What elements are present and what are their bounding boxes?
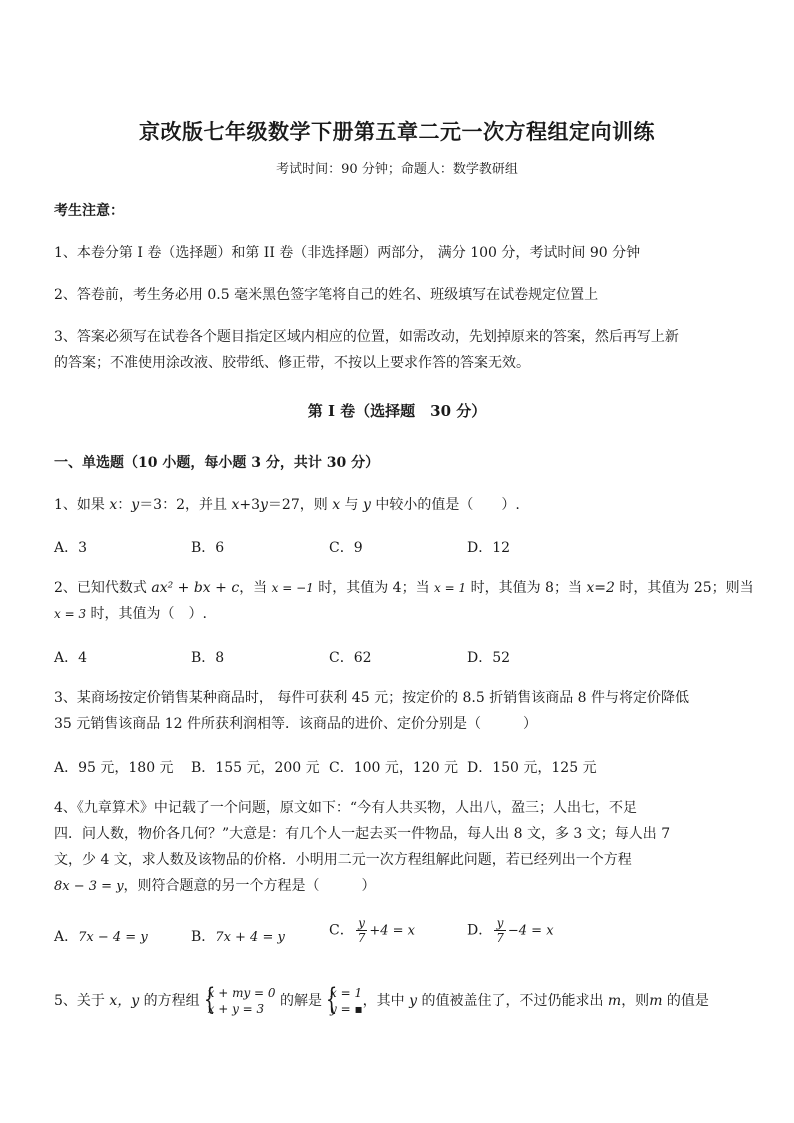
q4-option-d bbox=[467, 916, 554, 945]
section-1-title: 一、单选题（10 小题，每小题 3 分，共计 30 分） bbox=[54, 455, 380, 471]
brace-icon: { bbox=[325, 982, 338, 1017]
question-4-line-3: 文，少 4 文，求人数及该物品的价格．小明用二元一次方程组解此问题，若已经列出一个方程 bbox=[54, 852, 632, 868]
q2-expression: ax² + bx + c bbox=[151, 580, 240, 596]
q1-var: y bbox=[363, 497, 371, 513]
q3-option-b: B．155 元，200 元 bbox=[191, 760, 320, 776]
exam-title: 京改版七年级数学下册第五章二元一次方程组定向训练 bbox=[139, 119, 655, 144]
notice-item-3-line-1: 3、答案必须写在试卷各个题目指定区域内相应的位置，如需改动，先划掉原来的答案，然后再写上新 bbox=[54, 329, 679, 345]
q1-var: x bbox=[332, 497, 341, 513]
fraction-numerator: y bbox=[494, 916, 506, 931]
question-2-line-2 bbox=[54, 603, 207, 623]
q2-option-b: B．8 bbox=[191, 650, 225, 666]
q2-condition: x = 1 bbox=[434, 581, 467, 595]
q4-option-a bbox=[54, 926, 148, 946]
q4-given-equation: 8x − 3 = y bbox=[54, 879, 124, 894]
q1-option-a: A．3 bbox=[54, 540, 88, 556]
question-1 bbox=[54, 494, 520, 514]
fraction-denominator: 7 bbox=[357, 931, 366, 945]
q5-solution-1: x = 1 bbox=[330, 986, 363, 1000]
exam-subtitle: 考试时间：90 分钟；命题人：数学教研组 bbox=[276, 162, 518, 177]
q2-condition: x=2 bbox=[586, 580, 615, 596]
notice-item-2: 2、答卷前，考生务必用 0.5 毫米黑色签字笔将自己的姓名、班级填写在试卷规定位置上 bbox=[54, 287, 599, 303]
q5-equation-1: x + my = 0 bbox=[207, 986, 276, 1000]
q1-option-d: D．12 bbox=[467, 540, 511, 556]
q5-text: 的方程组 bbox=[139, 993, 200, 1009]
q1-option-c: C．9 bbox=[329, 540, 363, 556]
q1-var: x bbox=[109, 497, 118, 513]
q4-option-expression: −4 = x bbox=[507, 923, 554, 939]
question-4-line-4 bbox=[54, 875, 376, 895]
q3-option-a: A．95 元，180 元 bbox=[54, 760, 174, 776]
q4-option-expression: +4 = x bbox=[369, 923, 416, 939]
question-3-line-2: 35 元销售该商品 12 件所获利润相等．该商品的进价、定价分别是（ ） bbox=[54, 716, 537, 732]
q4-option-b bbox=[191, 926, 285, 946]
q1-var: y bbox=[260, 497, 268, 513]
q1-text: ＝27，则 bbox=[267, 497, 333, 513]
q2-option-c: C．62 bbox=[329, 650, 372, 666]
q5-var: m bbox=[607, 993, 622, 1009]
question-2-line-1 bbox=[54, 577, 754, 597]
q4-option-prefix: D． bbox=[467, 922, 493, 939]
question-3-line-1: 3、某商场按定价销售某种商品时， 每件可获利 45 元；按定价的 8.5 折销售该商品 8 件与将定价降低 bbox=[54, 690, 690, 706]
q5-var: y bbox=[409, 993, 417, 1009]
fraction-denominator: 7 bbox=[496, 931, 504, 945]
q4-option-prefix: C． bbox=[329, 922, 354, 939]
q4-option-prefix: B． bbox=[191, 929, 216, 945]
q5-text: ，其中 bbox=[362, 993, 410, 1009]
q5-text: 的解是 bbox=[275, 993, 323, 1009]
q5-solution-2: y = ▪ bbox=[330, 1002, 363, 1016]
q2-text: 时，其值为（ ）. bbox=[86, 606, 207, 622]
notice-heading: 考生注意： bbox=[54, 203, 124, 219]
q5-variables: x，y bbox=[109, 993, 140, 1009]
notice-item-1: 1、本卷分第 I 卷（选择题）和第 II 卷（非选择题）两部分， 满分 100 分，考试时间 90 分钟 bbox=[54, 245, 641, 261]
q2-option-a: A．4 bbox=[54, 650, 88, 666]
q5-text: ，则 bbox=[621, 993, 650, 1009]
notice-item-3-line-2: 的答案；不准使用涂改液、胶带纸、修正带，不按以上要求作答的答案无效。 bbox=[54, 355, 530, 371]
q4-option-fraction bbox=[356, 916, 368, 945]
q5-text: 5、关于 bbox=[54, 993, 110, 1009]
q2-condition: x = −1 bbox=[271, 581, 314, 595]
q1-text: +3 bbox=[239, 497, 260, 513]
q5-text: 的值是 bbox=[662, 993, 709, 1009]
q4-text: ，则符合题意的另一个方程是（ ） bbox=[123, 878, 376, 894]
question-4-line-2: 四．问人数，物价各几何？”大意是：有几个人一起去买一件物品，每人出 8 文，多 3 文；每人出 7 bbox=[54, 826, 671, 842]
q2-condition: x = 3 bbox=[54, 607, 87, 621]
q1-text: ： bbox=[117, 497, 132, 513]
q1-text: ＝3：2，并且 bbox=[139, 497, 232, 513]
q1-text: 与 bbox=[340, 497, 363, 513]
q5-text: 的值被盖住了，不过仍能求出 bbox=[417, 993, 608, 1009]
q4-option-c bbox=[329, 916, 415, 945]
q4-option-expression: 7x − 4 = y bbox=[78, 930, 148, 945]
q3-option-d: D．150 元，125 元 bbox=[467, 760, 597, 776]
q2-text: 时，其值为 8；当 bbox=[466, 580, 587, 596]
q2-option-d: D．52 bbox=[467, 650, 511, 666]
q1-var: x bbox=[231, 497, 240, 513]
q2-text: 2、已知代数式 bbox=[54, 580, 152, 596]
q5-equation-system bbox=[200, 982, 276, 1017]
question-4-line-1: 4、《九章算术》中记载了一个问题，原文如下：“今有人共买物，人出八，盈三；人出七，不足 bbox=[54, 800, 638, 816]
q5-var: m bbox=[649, 993, 663, 1009]
q5-equation-2: x + y = 3 bbox=[207, 1002, 265, 1016]
q4-option-prefix: A． bbox=[54, 929, 79, 945]
q2-text: 时，其值为 25；则当 bbox=[614, 580, 754, 596]
q1-text: 1、如果 bbox=[54, 497, 110, 513]
q5-solution-system bbox=[322, 982, 363, 1017]
q3-option-c: C．100 元，120 元 bbox=[329, 760, 459, 776]
fraction-numerator: y bbox=[356, 916, 368, 931]
question-5 bbox=[54, 982, 709, 1017]
q4-option-expression: 7x + 4 = y bbox=[215, 930, 285, 945]
q1-option-b: B．6 bbox=[191, 540, 225, 556]
q2-text: 时，其值为 4；当 bbox=[313, 580, 435, 596]
q4-option-fraction bbox=[494, 916, 506, 945]
part-1-title: 第 I 卷（选择题 30 分） bbox=[307, 402, 487, 420]
q1-var: y bbox=[131, 497, 140, 513]
q2-text: ，当 bbox=[239, 580, 272, 596]
brace-icon: { bbox=[203, 982, 215, 1017]
q1-text: 中较小的值是（ ）. bbox=[370, 497, 520, 513]
